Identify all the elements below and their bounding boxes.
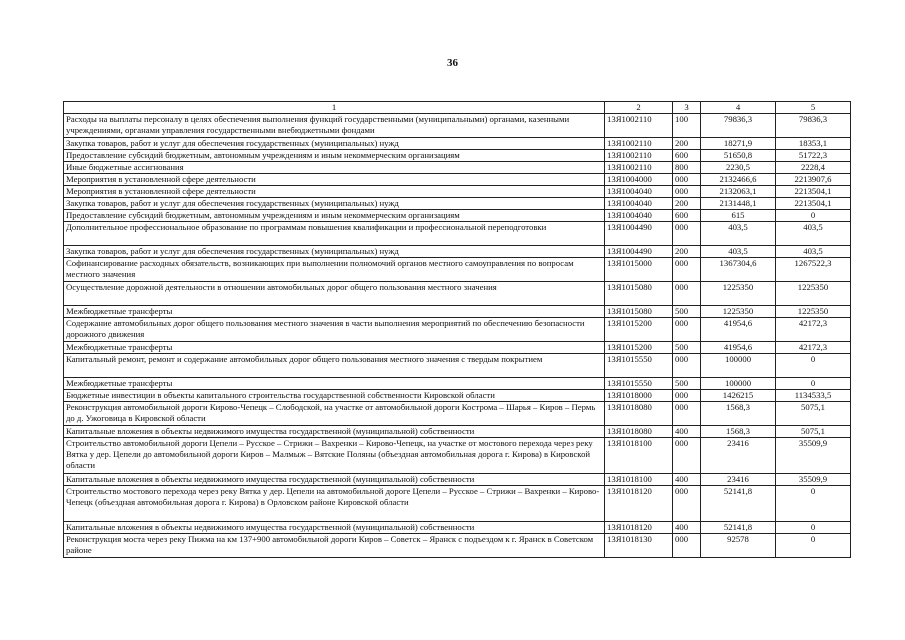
row-code-cell: 13Я1004490 [605,222,673,246]
row-code-cell: 13Я1015200 [605,318,673,342]
row-type-cell: 500 [673,306,701,318]
table-row [64,258,851,282]
row-value-4-cell: 52141,8 [701,486,776,522]
row-value-4-cell: 23416 [701,438,776,474]
row-code-cell: 13Я1015550 [605,354,673,378]
row-value-5-cell: 1134533,5 [776,390,851,402]
row-name-cell: Реконструкция автомобильной дороги Кирово-Чепецк – Слободской, на участке от автомобильной дороги Кострома – Шарья – Киров – Пермь до д. Ужоговица в Кировской области [64,402,605,426]
row-value-4-cell: 79836,3 [701,114,776,138]
row-name-cell: Софинансирование расходных обязательств, возникающих при выполнении полномочий органов местного самоуправления по вопросам местного значения [64,258,605,282]
row-type-cell: 500 [673,378,701,390]
row-code-cell: 13Я1015080 [605,306,673,318]
row-value-5-cell: 0 [776,210,851,222]
row-name-cell: Закупка товаров, работ и услуг для обеспечения государственных (муниципальных) нужд [64,198,605,210]
row-code-cell: 13Я1002110 [605,162,673,174]
row-value-5-cell: 42172,3 [776,318,851,342]
row-type-cell: 800 [673,162,701,174]
row-code-cell: 13Я1015550 [605,378,673,390]
row-type-cell: 200 [673,246,701,258]
row-name-cell: Осуществление дорожной деятельности в отношении автомобильных дорог общего пользования местного значения [64,282,605,306]
row-type-cell: 600 [673,150,701,162]
table-row [64,198,851,210]
header-col-4: 4 [701,102,776,114]
row-code-cell: 13Я1004040 [605,186,673,198]
table-row [64,522,851,534]
table-row [64,402,851,426]
row-value-4-cell: 51650,8 [701,150,776,162]
table-row [64,138,851,150]
row-code-cell: 13Я1002110 [605,150,673,162]
row-name-cell: Капитальные вложения в объекты недвижимого имущества государственной (муниципальной) собственности [64,522,605,534]
row-name-cell: Капитальные вложения в объекты недвижимого имущества государственной (муниципальной) собственности [64,474,605,486]
row-value-5-cell: 35509,9 [776,438,851,474]
row-value-5-cell: 0 [776,534,851,558]
row-code-cell: 13Я1004490 [605,246,673,258]
row-name-cell: Капитальные вложения в объекты недвижимого имущества государственной (муниципальной) собственности [64,426,605,438]
row-code-cell: 13Я1018100 [605,438,673,474]
table-row [64,534,851,558]
row-name-cell: Строительство автомобильной дороги Цепели – Русское – Стрижи – Вахренки – Кирово-Чепецк, на участке от мостового перехода через реку Вятка у дер. Цепели до автомобильной дороги Киров – Малмыж – Вятские Поляны (объездная автомобильная дорога г. Кирова) в Кировской области [64,438,605,474]
row-value-5-cell: 51722,3 [776,150,851,162]
table-header-row [64,102,851,114]
row-name-cell: Дополнительное профессиональное образование по программам повышения квалификации и профессиональной переподготовки [64,222,605,246]
table-row [64,342,851,354]
row-value-4-cell: 100000 [701,378,776,390]
table-row [64,438,851,474]
row-value-5-cell: 35509,9 [776,474,851,486]
row-value-4-cell: 1568,3 [701,426,776,438]
row-value-5-cell: 18353,1 [776,138,851,150]
table-row [64,222,851,246]
row-type-cell: 200 [673,138,701,150]
row-value-4-cell: 92578 [701,534,776,558]
row-code-cell: 13Я1018000 [605,390,673,402]
row-type-cell: 000 [673,282,701,306]
row-name-cell: Межбюджетные трансферты [64,306,605,318]
row-code-cell: 13Я1004000 [605,174,673,186]
row-name-cell: Мероприятия в установленной сфере деятельности [64,174,605,186]
row-type-cell: 000 [673,174,701,186]
row-name-cell: Иные бюджетные ассигнования [64,162,605,174]
row-name-cell: Мероприятия в установленной сфере деятельности [64,186,605,198]
budget-table [63,101,851,558]
row-value-5-cell: 0 [776,354,851,378]
row-type-cell: 500 [673,342,701,354]
row-name-cell: Закупка товаров, работ и услуг для обеспечения государственных (муниципальных) нужд [64,138,605,150]
row-type-cell: 000 [673,222,701,246]
table-row [64,426,851,438]
row-type-cell: 000 [673,318,701,342]
row-code-cell: 13Я1015000 [605,258,673,282]
row-value-4-cell: 2230,5 [701,162,776,174]
table-row [64,162,851,174]
header-col-3: 3 [673,102,701,114]
row-type-cell: 000 [673,402,701,426]
row-name-cell: Межбюджетные трансферты [64,342,605,354]
table-row [64,318,851,342]
row-type-cell: 000 [673,390,701,402]
table-row [64,390,851,402]
row-name-cell: Бюджетные инвестиции в объекты капитального строительства государственной собственности Кировской области [64,390,605,402]
row-value-5-cell: 0 [776,486,851,522]
row-code-cell: 13Я1015200 [605,342,673,354]
row-name-cell: Предоставление субсидий бюджетным, автономным учреждениям и иным некоммерческим организациям [64,150,605,162]
row-value-5-cell: 403,5 [776,222,851,246]
row-code-cell: 13Я1018100 [605,474,673,486]
row-value-5-cell: 403,5 [776,246,851,258]
row-value-4-cell: 403,5 [701,246,776,258]
table-row [64,174,851,186]
row-value-4-cell: 1225350 [701,306,776,318]
row-value-5-cell: 5075,1 [776,402,851,426]
page-number: 36 [447,57,458,69]
header-col-1: 1 [64,102,605,114]
row-code-cell: 13Я1018080 [605,426,673,438]
row-name-cell: Расходы на выплаты персоналу в целях обеспечения выполнения функций государственными (муниципальными) органами, казенными учреждениями, органами управления государственными внебюджетными фондами [64,114,605,138]
table-row [64,474,851,486]
row-name-cell: Межбюджетные трансферты [64,378,605,390]
row-type-cell: 000 [673,258,701,282]
row-code-cell: 13Я1004040 [605,210,673,222]
row-value-5-cell: 5075,1 [776,426,851,438]
header-col-5: 5 [776,102,851,114]
row-type-cell: 100 [673,114,701,138]
table-row [64,186,851,198]
row-name-cell: Закупка товаров, работ и услуг для обеспечения государственных (муниципальных) нужд [64,246,605,258]
row-value-5-cell: 42172,3 [776,342,851,354]
row-type-cell: 000 [673,186,701,198]
row-value-5-cell: 1267522,3 [776,258,851,282]
row-code-cell: 13Я1018120 [605,486,673,522]
row-code-cell: 13Я1004040 [605,198,673,210]
table-row [64,114,851,138]
row-value-4-cell: 2132466,6 [701,174,776,186]
row-value-4-cell: 2132063,1 [701,186,776,198]
row-value-4-cell: 1225350 [701,282,776,306]
row-value-5-cell: 79836,3 [776,114,851,138]
row-code-cell: 13Я1018130 [605,534,673,558]
table-row [64,210,851,222]
row-value-4-cell: 41954,6 [701,318,776,342]
row-type-cell: 400 [673,426,701,438]
row-value-5-cell: 2228,4 [776,162,851,174]
row-value-4-cell: 2131448,1 [701,198,776,210]
row-value-4-cell: 403,5 [701,222,776,246]
row-value-5-cell: 2213907,6 [776,174,851,186]
row-value-4-cell: 23416 [701,474,776,486]
row-name-cell: Капитальный ремонт, ремонт и содержание автомобильных дорог общего пользования местного значения с твердым покрытием [64,354,605,378]
row-value-4-cell: 1568,3 [701,402,776,426]
table-row [64,354,851,378]
row-value-4-cell: 615 [701,210,776,222]
row-name-cell: Предоставление субсидий бюджетным, автономным учреждениям и иным некоммерческим организациям [64,210,605,222]
table-row [64,306,851,318]
table-row [64,246,851,258]
row-type-cell: 000 [673,438,701,474]
row-value-4-cell: 18271,9 [701,138,776,150]
row-name-cell: Строительство мостового перехода через реку Вятка у дер. Цепели на автомобильной дороге Цепели – Русское – Стрижи – Вахренки – Кирово-Чепецк (объездная автомобильная дорога г. Кирова) в Орловском районе Кировской области [64,486,605,522]
row-value-4-cell: 1426215 [701,390,776,402]
row-value-5-cell: 1225350 [776,306,851,318]
row-value-4-cell: 52141,8 [701,522,776,534]
table-row [64,378,851,390]
row-value-4-cell: 100000 [701,354,776,378]
table-row [64,150,851,162]
row-name-cell: Содержание автомобильных дорог общего пользования местного значения в части выполнения мероприятий по обеспечению безопасности дорожного движения [64,318,605,342]
row-type-cell: 000 [673,486,701,522]
row-value-4-cell: 41954,6 [701,342,776,354]
header-col-2: 2 [605,102,673,114]
row-type-cell: 400 [673,522,701,534]
row-type-cell: 000 [673,534,701,558]
row-code-cell: 13Я1002110 [605,138,673,150]
row-name-cell: Реконструкция моста через реку Пижма на км 137+900 автомобильной дороги Киров – Советск – Яранск с подъездом к г. Яранск в Советском районе [64,534,605,558]
row-value-5-cell: 0 [776,378,851,390]
row-code-cell: 13Я1015080 [605,282,673,306]
table-row [64,486,851,522]
row-value-5-cell: 0 [776,522,851,534]
row-value-4-cell: 1367304,6 [701,258,776,282]
row-type-cell: 600 [673,210,701,222]
row-code-cell: 13Я1002110 [605,114,673,138]
table-row [64,282,851,306]
row-type-cell: 400 [673,474,701,486]
row-type-cell: 200 [673,198,701,210]
row-type-cell: 000 [673,354,701,378]
row-value-5-cell: 2213504,1 [776,186,851,198]
row-value-5-cell: 1225350 [776,282,851,306]
row-value-5-cell: 2213504,1 [776,198,851,210]
row-code-cell: 13Я1018080 [605,402,673,426]
row-code-cell: 13Я1018120 [605,522,673,534]
